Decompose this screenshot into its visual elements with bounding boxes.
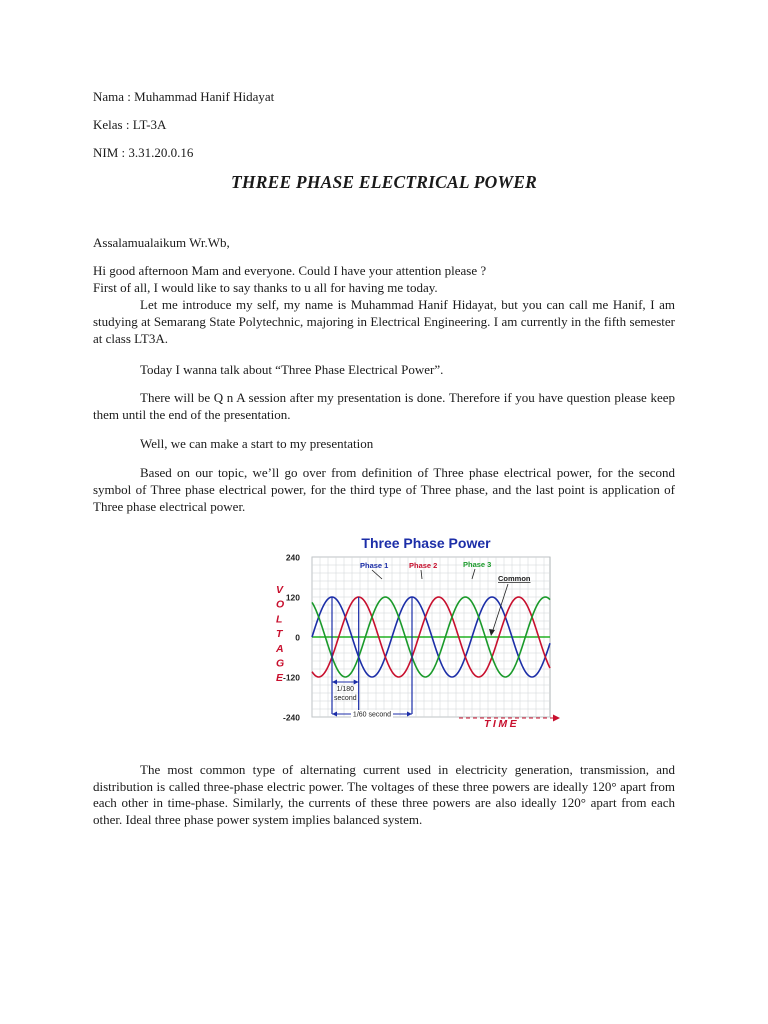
- interval-small-label: second: [334, 695, 357, 702]
- three-phase-chart: [272, 537, 562, 737]
- legend-label-phase-2: Phase 2: [409, 561, 438, 570]
- start-paragraph: Well, we can make a start to my presentation: [140, 436, 374, 451]
- student-class: Kelas : LT-3A: [93, 117, 167, 132]
- student-name: Nama : Muhammad Hanif Hidayat: [93, 89, 275, 104]
- legend-label-phase-1: Phase 1: [360, 561, 389, 570]
- topic-paragraph: Today I wanna talk about “Three Phase Electrical Power”.: [140, 362, 444, 377]
- opening-line-2: First of all, I would like to say thanks to u all for having me today.: [93, 280, 438, 295]
- y-axis-label-letter: O: [276, 598, 285, 611]
- y-tick-label: 0: [295, 632, 300, 643]
- qna-paragraph: There will be Q n A session after my presentation is done. Therefore if you have question please keep them until the end of the presentation.: [93, 390, 675, 422]
- chart-svg: [272, 537, 562, 737]
- y-tick-label: -240: [282, 712, 300, 723]
- interval-small-label: 1/180: [336, 686, 355, 693]
- y-axis-label-letter: L: [276, 613, 283, 626]
- y-axis-label-letter: V: [276, 584, 284, 596]
- y-axis-label-letter: T: [276, 628, 283, 641]
- document-title: THREE PHASE ELECTRICAL POWER: [231, 172, 537, 192]
- interval-large-label: 1/60 second: [352, 711, 392, 719]
- outline-paragraph: Based on our topic, we’ll go over from definition of Three phase electrical power, for the second symbol of Three phase electrical power, for the third type of Three phase, and the last point is application of Three phase electrical power.: [93, 465, 675, 514]
- y-tick-label: 240: [285, 552, 300, 563]
- y-axis-label-letter: G: [276, 657, 285, 670]
- legend-label-phase-3: Phase 3: [463, 560, 492, 569]
- opening-line-1: Hi good afternoon Mam and everyone. Could I have your attention please ?: [93, 263, 487, 278]
- legend-label-common: Common: [498, 574, 531, 583]
- opening-paragraph: [93, 262, 675, 347]
- x-axis-label: TIME: [484, 718, 520, 730]
- y-axis-label-letter: E: [276, 672, 284, 685]
- y-tick-label: -120: [282, 672, 300, 683]
- introduction-paragraph: Let me introduce my self, my name is Muhammad Hanif Hidayat, but you can call me Hanif, I am studying at Semarang State Polytechnic, majoring in Electrical Engineering. I am currently in the fifth semester at class LT3A.: [93, 297, 675, 346]
- student-id: NIM : 3.31.20.0.16: [93, 145, 194, 160]
- greeting: Assalamualaikum Wr.Wb,: [93, 235, 230, 250]
- definition-paragraph: The most common type of alternating current used in electricity generation, transmission, and distribution is called three-phase electric power. The voltages of these three powers are ideally 120° apart from each other in time-phase. Similarly, the currents of these three powers are also ideally 120° apart from each other. Ideal three phase power system implies balanced system.: [93, 762, 675, 827]
- y-axis-label-letter: A: [276, 642, 284, 655]
- y-tick-label: 120: [285, 592, 300, 603]
- chart-title: Three Phase Power: [361, 537, 491, 551]
